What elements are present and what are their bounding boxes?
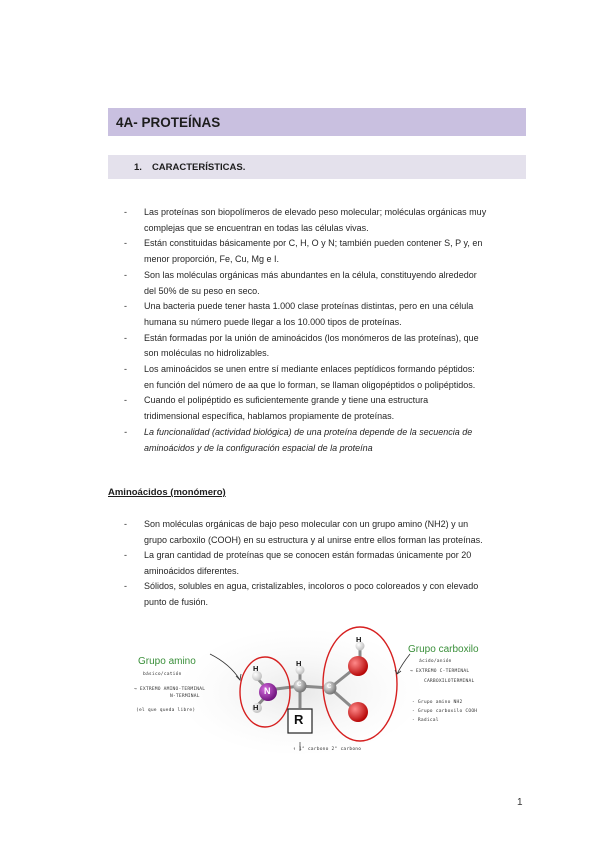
- list-item: [122, 299, 532, 330]
- list-item: [122, 517, 532, 548]
- carboxyl-note: → EXTREMO C-TERMINAL: [410, 669, 470, 674]
- section-number: 1.: [134, 161, 142, 173]
- aminoacid-structure-diagram: [110, 624, 520, 760]
- section-title: CARACTERÍSTICAS.: [151, 161, 246, 173]
- list-item-line: complejas que se encuentran en todas las células vivas.: [144, 222, 369, 233]
- atom-label-h: H: [253, 703, 259, 712]
- list-item-line: Los aminoácidos se unen entre sí mediante enlaces peptídicos formando péptidos:: [144, 364, 475, 375]
- amino-note: básico/catión: [143, 672, 182, 677]
- list-item: [122, 548, 532, 579]
- amino-note: (el que queda libre): [136, 708, 196, 713]
- page-number: 1: [517, 797, 523, 808]
- section-heading-bar: [108, 155, 526, 179]
- carbon-note: ↑ 1° carbono 2° carbono: [293, 747, 362, 752]
- list-item-line: humana su número puede llegar a los 10.000 tipos de proteínas.: [144, 316, 402, 327]
- atom-label-c: C: [297, 682, 302, 688]
- list-item: [122, 579, 532, 610]
- amino-note: → EXTREMO AMINO-TERMINAL: [134, 687, 206, 692]
- atom-label-h: H: [356, 635, 362, 644]
- aminoacids-heading: Aminoácidos (monómero): [108, 487, 226, 498]
- list-item-line: aminoácidos y de la configuración espacial de la proteína: [144, 442, 373, 453]
- list-item-line: La gran cantidad de proteínas que se conocen están formadas únicamente por 20: [144, 550, 472, 560]
- list-item-line: Son las moléculas orgánicas más abundantes en la célula, constituyendo alrededor: [144, 269, 477, 280]
- list-item-line: Están constituidas básicamente por C, H, O y N; también pueden contener S, P y, en: [144, 238, 483, 249]
- page-title: 4A- PROTEÍNAS: [116, 114, 221, 130]
- aminoacids-list: [122, 517, 532, 610]
- carboxyl-note: ácido/anión: [419, 659, 452, 664]
- list-item: [122, 236, 532, 267]
- list-item-line: Son moléculas orgánicas de bajo peso molecular con un grupo amino (NH2) y un: [144, 519, 469, 529]
- list-item-line: del 50% de su peso en seco.: [144, 285, 260, 296]
- list-item-line: tridimensional específica, hablamos propiamente de proteínas.: [144, 411, 395, 422]
- list-item: [122, 362, 532, 393]
- carboxyl-note: - Grupo amino NH2: [412, 700, 463, 705]
- list-item-line: aminoácidos diferentes.: [144, 565, 240, 576]
- list-item-line: La funcionalidad (actividad biológica) de una proteína depende de la secuencia de: [144, 426, 473, 437]
- atom-label-n: N: [264, 686, 271, 696]
- list-item-line: Están formadas por la unión de aminoácidos (los monómeros de las proteínas), que: [144, 332, 479, 343]
- list-item: [122, 205, 532, 236]
- carboxyl-note: - Grupo carboxilo COOH: [412, 709, 478, 714]
- atom-label-r: R: [294, 712, 304, 727]
- list-item: [122, 268, 532, 299]
- list-item-line: Las proteínas son biopolímeros de elevado peso molecular; moléculas orgánicas muy: [144, 207, 487, 217]
- carboxyl-note: CARBOXILOTERMINAL: [424, 679, 475, 684]
- list-item-line: menor proporción, Fe, Cu, Mg e I.: [144, 254, 280, 265]
- carboxyl-note: - Radical: [412, 718, 439, 723]
- list-item-line: en función del número de aa que lo forman, se llaman oligopéptidos o polipéptidos.: [144, 379, 476, 390]
- list-item: [122, 331, 532, 362]
- list-item: [122, 425, 532, 456]
- carboxyl-group-label: Grupo carboxilo: [408, 644, 479, 655]
- amino-group-label: Grupo amino: [138, 656, 196, 667]
- list-item-line: Cuando el polipéptido es suficientemente grande y tiene una estructura: [144, 395, 429, 406]
- amino-note: N-TERMINAL: [170, 694, 200, 699]
- page-title-bar: [108, 108, 526, 136]
- atom-label-h: H: [253, 664, 259, 673]
- characteristics-list: [122, 205, 532, 456]
- list-item-line: Sólidos, solubles en agua, cristalizables, incoloros o poco coloreados y con elevado: [144, 581, 479, 591]
- atom-label-c: C: [327, 684, 332, 690]
- list-item-line: son moléculas no hidrolizables.: [144, 348, 270, 359]
- oxygen-atom: [348, 656, 368, 676]
- atom-label-h: H: [296, 659, 302, 668]
- list-item-line: Una bacteria puede tener hasta 1.000 clase proteínas distintas, pero en una célula: [144, 301, 474, 312]
- list-item-line: punto de fusión.: [144, 596, 209, 607]
- oxygen-atom: [348, 702, 368, 722]
- list-item-line: grupo carboxilo (COOH) en su estructura y al unirse entre ellos forman las proteínas.: [144, 534, 483, 545]
- list-item: [122, 393, 532, 424]
